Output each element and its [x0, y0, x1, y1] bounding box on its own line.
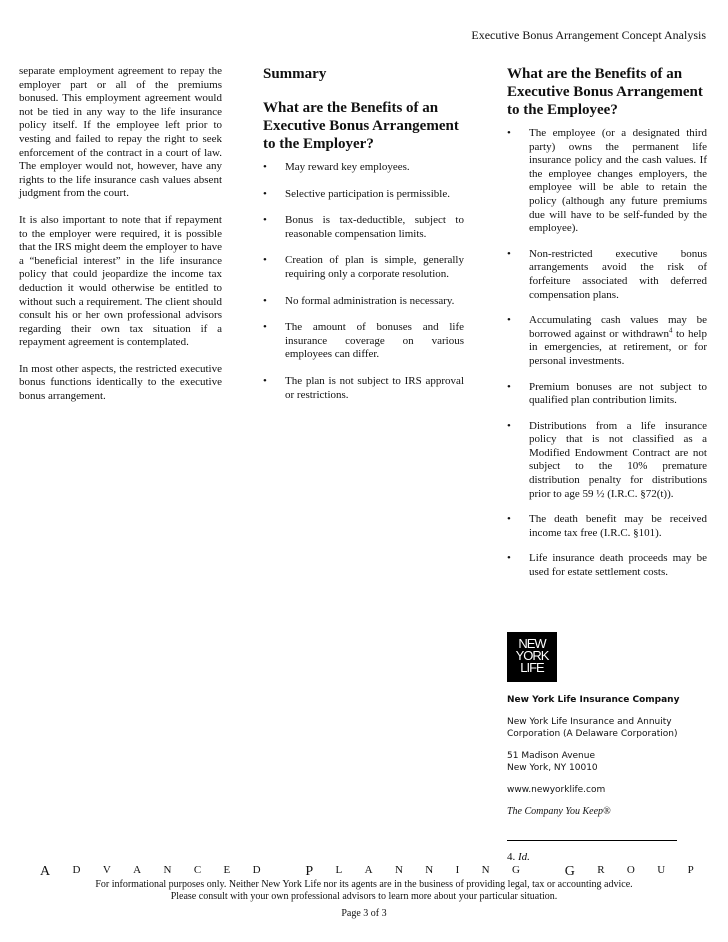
address-line: 51 Madison Avenue — [507, 751, 596, 761]
list-item-text: Accumulating cash values may be borrowed against or withdrawn — [529, 314, 707, 340]
banner-letter: P — [687, 864, 694, 876]
banner-letter: L — [335, 864, 343, 876]
banner-letter: A — [133, 864, 142, 876]
advanced-planning-group-banner — [40, 864, 694, 880]
list-item: • Bonus is tax-deductible, subject to reasonable compensation limits. — [263, 214, 464, 241]
list-item: • May reward key employees. — [263, 161, 464, 175]
banner-letter: N — [394, 864, 403, 876]
banner-letter: A — [40, 864, 51, 879]
banner-letter: G — [511, 864, 520, 876]
banner-letter: D — [252, 864, 261, 876]
company-subsidiary — [507, 716, 707, 740]
footer-disclaimer: Please consult with your own professional advisors to learn more about your particular situation. — [170, 891, 558, 902]
subsidiary-line: New York Life Insurance and Annuity — [507, 717, 672, 727]
employer-benefits-heading: What are the Benefits of an Executive Bonus Arrangement to the Employer? — [263, 100, 459, 152]
list-item: • The amount of bonuses and life insurance coverage on various employees can differ. — [263, 321, 464, 362]
list-item: • No formal administration is necessary. — [263, 295, 464, 309]
banner-letter: A — [364, 864, 373, 876]
list-item-text: to help in emergencies, at retirement, or for personal investments. — [529, 327, 707, 367]
banner-letter: D — [72, 864, 81, 876]
company-info — [507, 694, 707, 818]
list-item: • Life insurance death proceeds may be used for estate settlement costs. — [507, 552, 707, 579]
logo-word: LIFE — [520, 660, 544, 675]
list-item: • Creation of plan is simple, generally requiring only a corporate resolution. — [263, 254, 464, 281]
employer-benefits-list — [263, 161, 464, 402]
list-item: • Distributions from a life insurance policy that is not classified as a Modified Endowment Contract are not subject to the 10% premature distribution penalty for distributions prior to age 59 ½ (I.R.C. §72(t)). — [507, 420, 707, 502]
new-york-life-logo — [507, 632, 557, 682]
banner-letter: U — [657, 864, 666, 876]
company-website: www.newyorklife.com — [507, 785, 606, 795]
list-item — [507, 314, 707, 368]
banner-letter: G — [564, 864, 575, 879]
subsidiary-line: Corporation (A Delaware Corporation) — [507, 729, 678, 739]
banner-letter: O — [626, 864, 635, 876]
list-item: • Selective participation is permissible. — [263, 188, 464, 202]
employee-benefits-heading: What are the Benefits of an Executive Bonus Arrangement to the Employee? — [507, 66, 703, 118]
banner-letter: N — [163, 864, 172, 876]
company-tagline: The Company You Keep® — [507, 806, 611, 817]
company-address — [507, 750, 707, 774]
right-column — [507, 65, 707, 592]
banner-letter: I — [455, 864, 460, 876]
banner-letter: E — [223, 864, 231, 876]
list-item: • The employee (or a designated third party) owns the permanent life insurance policy and the cash values. If the employee changes employers, the employee will be able to retain the policy (although any future premiums due will have to be self-funded by the employee). — [507, 127, 707, 236]
page-header-title: Executive Bonus Arrangement Concept Analysis — [471, 28, 706, 42]
list-item: • The plan is not subject to IRS approval or restrictions. — [263, 375, 464, 402]
company-name: New York Life Insurance Company — [507, 695, 680, 705]
banner-letter: R — [597, 864, 605, 876]
paragraph: separate employment agreement to repay the employer part or all of the premiums bonused. This employment agreement would not be tied in any way to the life insurance policy itself. If the employee left prior to vesting and failed to repay the right to seek enforcement of the contract in a court of law. The employer would not, however, have any rights to the life insurance cash values absent judgment from the court. — [19, 65, 222, 200]
left-column — [19, 65, 222, 417]
footnote-number: 4. — [507, 851, 518, 863]
banner-letter: V — [102, 864, 111, 876]
list-item: • Non-restricted executive bonus arrangements avoid the risk of forfeiture associated with deferred compensation plans. — [507, 248, 707, 302]
employee-benefits-list — [507, 127, 707, 580]
footnote-ref: 4 — [669, 326, 673, 335]
paragraph: In most other aspects, the restricted executive bonus functions identically to the executive bonus arrangement. — [19, 362, 222, 403]
logo-word: YORK — [515, 648, 549, 663]
footer-disclaimer: For informational purposes only. Neither New York Life nor its agents are in the business of providing legal, tax or accounting advice. — [95, 879, 633, 890]
banner-letter: N — [481, 864, 490, 876]
address-line: New York, NY 10010 — [507, 763, 598, 773]
page-number: Page 3 of 3 — [341, 908, 387, 919]
footnote-divider — [507, 840, 677, 841]
logo-word: NEW — [518, 636, 546, 651]
list-item: • The death benefit may be received income tax free (I.R.C. §101). — [507, 513, 707, 540]
banner-letter: C — [193, 864, 202, 876]
middle-column — [263, 65, 464, 415]
banner-letter: N — [425, 864, 434, 876]
footnote — [507, 851, 530, 863]
paragraph: It is also important to note that if repayment to the employer were required, it is possible that the IRS might deem the employer to have a “beneficial interest” in the life insurance policy that could jeopardize the income tax deduction it would otherwise be entitled to without such a requirement. The client should consult his or her own professional advisors regarding their own tax situation if a repayment agreement is contemplated. — [19, 213, 222, 349]
list-item: • Premium bonuses are not subject to qualified plan contribution limits. — [507, 381, 707, 408]
footnote-text: Id. — [518, 851, 530, 863]
summary-heading: Summary — [263, 66, 327, 82]
banner-letter: P — [305, 864, 314, 879]
